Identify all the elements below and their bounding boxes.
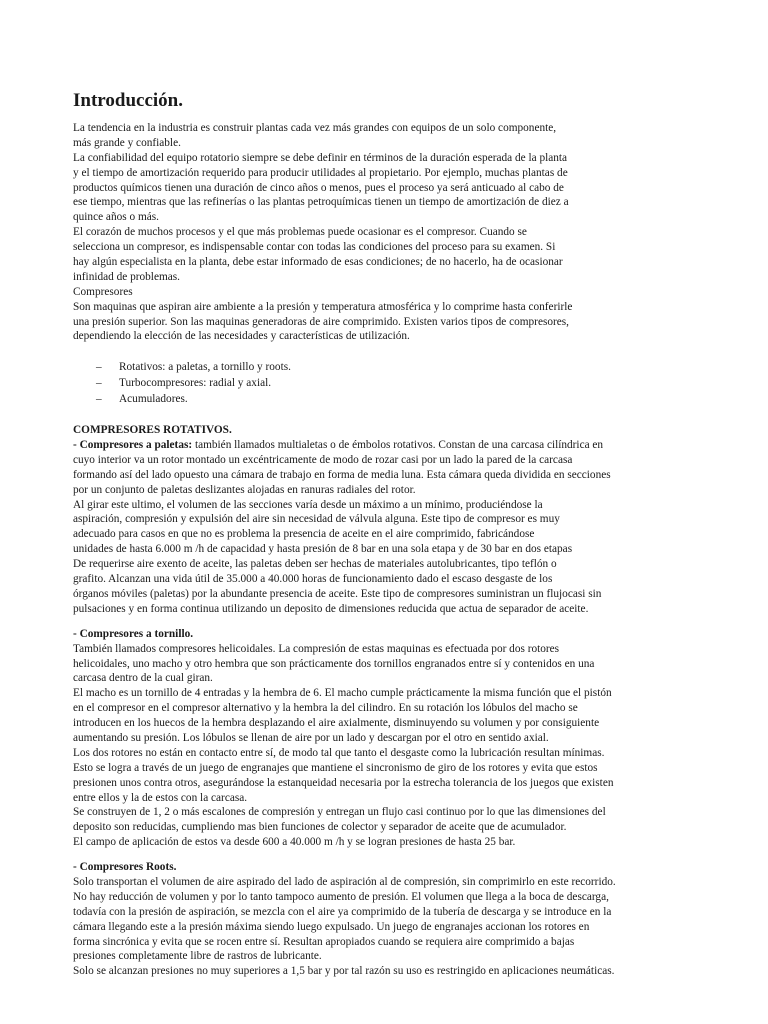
text-line: helicoidales, uno macho y otro hembra que son prácticamente dos tornillos engranados entre sí y contenidos en una [73,657,595,670]
list-item-text: Turbocompresores: radial y axial. [119,376,272,389]
text-line: productos químicos tienen una duración de cinco años o menos, pues el proceso ya será anticuado al cabo de [73,181,564,194]
text-line: selecciona un compresor, es indispensable contar con todas las condiciones del proceso para su examen. Si [73,241,556,254]
text-line: infinidad de problemas. [73,270,180,283]
text-line: presiones completamente libre de rastros de lubricante. [73,950,322,963]
list-item-text: Rotativos: a paletas, a tornillo y roots. [119,361,291,374]
text-line: por un conjunto de paletas deslizantes alojadas en ranuras radiales del rotor. [73,483,416,496]
text-line: ese tiempo, mientras que las refinerías o las plantas petroquímicas tienen un tiempo de amortización de diez a [73,196,569,209]
list-item [73,376,713,392]
text-line: más grande y confiable. [73,136,181,149]
text-line: De requerirse aire exento de aceite, las paletas deben ser hechas de materiales autolubricantes, tipo teflón o [73,558,557,571]
text-line: hay algún especialista en la planta, debe estar informado de esas condiciones; de no hacerlo, ha de ocasionar [73,256,563,269]
text-line: órganos móviles (paletas) por la abundante presencia de aceite. Este tipo de compresores suministran un flujocasi sin [73,587,602,600]
text-line: entre ellos y la de estos con la carcasa. [73,791,248,804]
text-line: Son maquinas que aspiran aire ambiente a la presión y temperatura atmosférica y lo comprime hasta conferirle [73,300,573,313]
paletas-section [73,438,713,617]
bullet-dash: – [96,361,102,374]
text-line: introducen en los huecos de la hembra desplazando el aire axialmente, disminuyendo su volumen y por consiguiente [73,717,600,730]
text-line: cuyo interior va un rotor montado un excéntricamente de modo de rozar casi por un lado la pared de la carcasa [73,453,573,466]
text-line: todavía con la presión de aspiración, se mezcla con el aire ya comprimido de la tubería de descarga y se introduce en la [73,905,612,918]
text-line: dependiendo la elección de las necesidades y características de utilización. [73,330,410,343]
text-line: El corazón de muchos procesos y el que más problemas puede ocasionar es el compresor. Cuando se [73,226,527,239]
text-line: También llamados compresores helicoidales. La compresión de estas maquinas es efectuada por dos rotores [73,642,560,655]
text-line: No hay reducción de volumen y por lo tanto tampoco aumento de presión. El volumen que llega a la boca de descarga, [73,890,609,903]
list-item-text: Acumuladores. [119,392,188,405]
bullet-dash: – [96,376,102,389]
text-line: aumentando su presión. Los lóbulos se llenan de aire por un lado y descargan por el otro en sentido axial. [73,731,549,744]
intro-section [73,121,713,344]
text-line: forma sincrónica y evita que se rocen entre sí. Resultan apropiados cuando se requiera aire comprimido a bajas [73,935,575,948]
list-item [73,392,713,408]
text-line: presionen unos contra otros, asegurándose la estanqueidad necesaria por la estrecha tolerancia de los juegos que existen [73,776,614,789]
text-line: quince años o más. [73,211,159,224]
list-item [73,360,713,376]
section-heading-rotativos: COMPRESORES ROTATIVOS. [73,424,232,437]
text-line: Al girar este ultimo, el volumen de las secciones varía desde un máximo a un mínimo, produciéndose la [73,498,543,511]
text-fragment: también llamados multialetas o de émbolos rotativos. Constan de una carcasa cilíndrica en [192,439,604,452]
text-line: Esto se logra a través de un juego de engranajes que mantiene el sincronismo de giro de los rotores y evita que estos [73,761,598,774]
text-line: aspiración, compresión y expulsión del aire sin necesidad de válvula alguna. Este tipo de compresor es muy [73,513,560,526]
document-body [73,121,713,979]
text-line: La confiabilidad del equipo rotatorio siempre se debe definir en términos de la duración esperada de la planta [73,151,568,164]
subsection-label: - Compresores a paletas: [73,439,193,452]
text-line: La tendencia en la industria es construir plantas cada vez más grandes con equipos de un solo componente, [73,122,557,134]
text-line: deposito son reducidas, cumpliendo mas bien funciones de colector y separador de aceite que de acumulador. [73,821,567,834]
text-line: en el compresor en el compresor alternativo y la hembra la del cilindro. En su rotación los lóbulos del macho se [73,702,578,715]
text-line: pulsaciones y en forma continua utilizando un deposito de dimensiones reducida que actua de separador de aceite. [73,602,589,615]
text-line: una presión superior. Son las maquinas generadoras de aire comprimido. Existen varios tipos de compresores, [73,315,569,328]
tornillo-section [73,627,713,850]
text-line: Los dos rotores no están en contacto entre sí, de modo tal que tanto el desgaste como la lubricación resultan mínimas. [73,746,605,759]
compressor-types-list [73,360,713,407]
text-line: cámara llegando este a la presión máxima siendo luego expulsado. Un juego de engranajes accionan los rotores en [73,920,590,933]
subsection-label: - Compresores a tornillo. [73,627,194,640]
bullet-dash: – [96,392,102,405]
page-title: Introducción. [73,90,183,111]
text-line: formando así del lado opuesto una cámara de trabajo en forma de media luna. Esta cámara queda dividida en secciones [73,468,611,481]
text-line: unidades de hasta 6.000 m /h de capacidad y hasta presión de 8 bar en una sola etapa y de 30 bar en dos etapas [73,543,573,556]
text-line: El campo de aplicación de estos va desde 600 a 40.000 m /h y se logran presiones de hasta 25 bar. [73,836,516,849]
text-line: carcasa dentro de la cual giran. [73,672,213,685]
roots-section [73,860,713,979]
subsection-label: - Compresores Roots. [73,861,177,874]
text-line: Se construyen de 1, 2 o más escalones de compresión y entregan un flujo casi continuo por lo que las dimensiones del [73,806,606,819]
section-label-compresores: Compresores [73,285,133,298]
text-line: El macho es un tornillo de 4 entradas y la hembra de 6. El macho cumple prácticamente la misma función que el pistón [73,687,612,700]
text-line: grafito. Alcanzan una vida útil de 35.000 a 40.000 horas de funcionamiento dado el escaso desgaste de los [73,573,553,586]
text-line: adecuado para casos en que no es problema la presencia de aceite en el aire comprimido, fabricándose [73,528,535,541]
text-line: Solo transportan el volumen de aire aspirado del lado de aspiración al de compresión, sin comprimirlo en este recorrido. [73,875,616,888]
text-line: Solo se alcanzan presiones no muy superiores a 1,5 bar y por tal razón su uso es restringido en aplicaciones neumáticas. [73,965,615,978]
text-line: y el tiempo de amortización requerido para producir utilidades al propietario. Por ejemplo, muchas plantas de [73,166,568,179]
